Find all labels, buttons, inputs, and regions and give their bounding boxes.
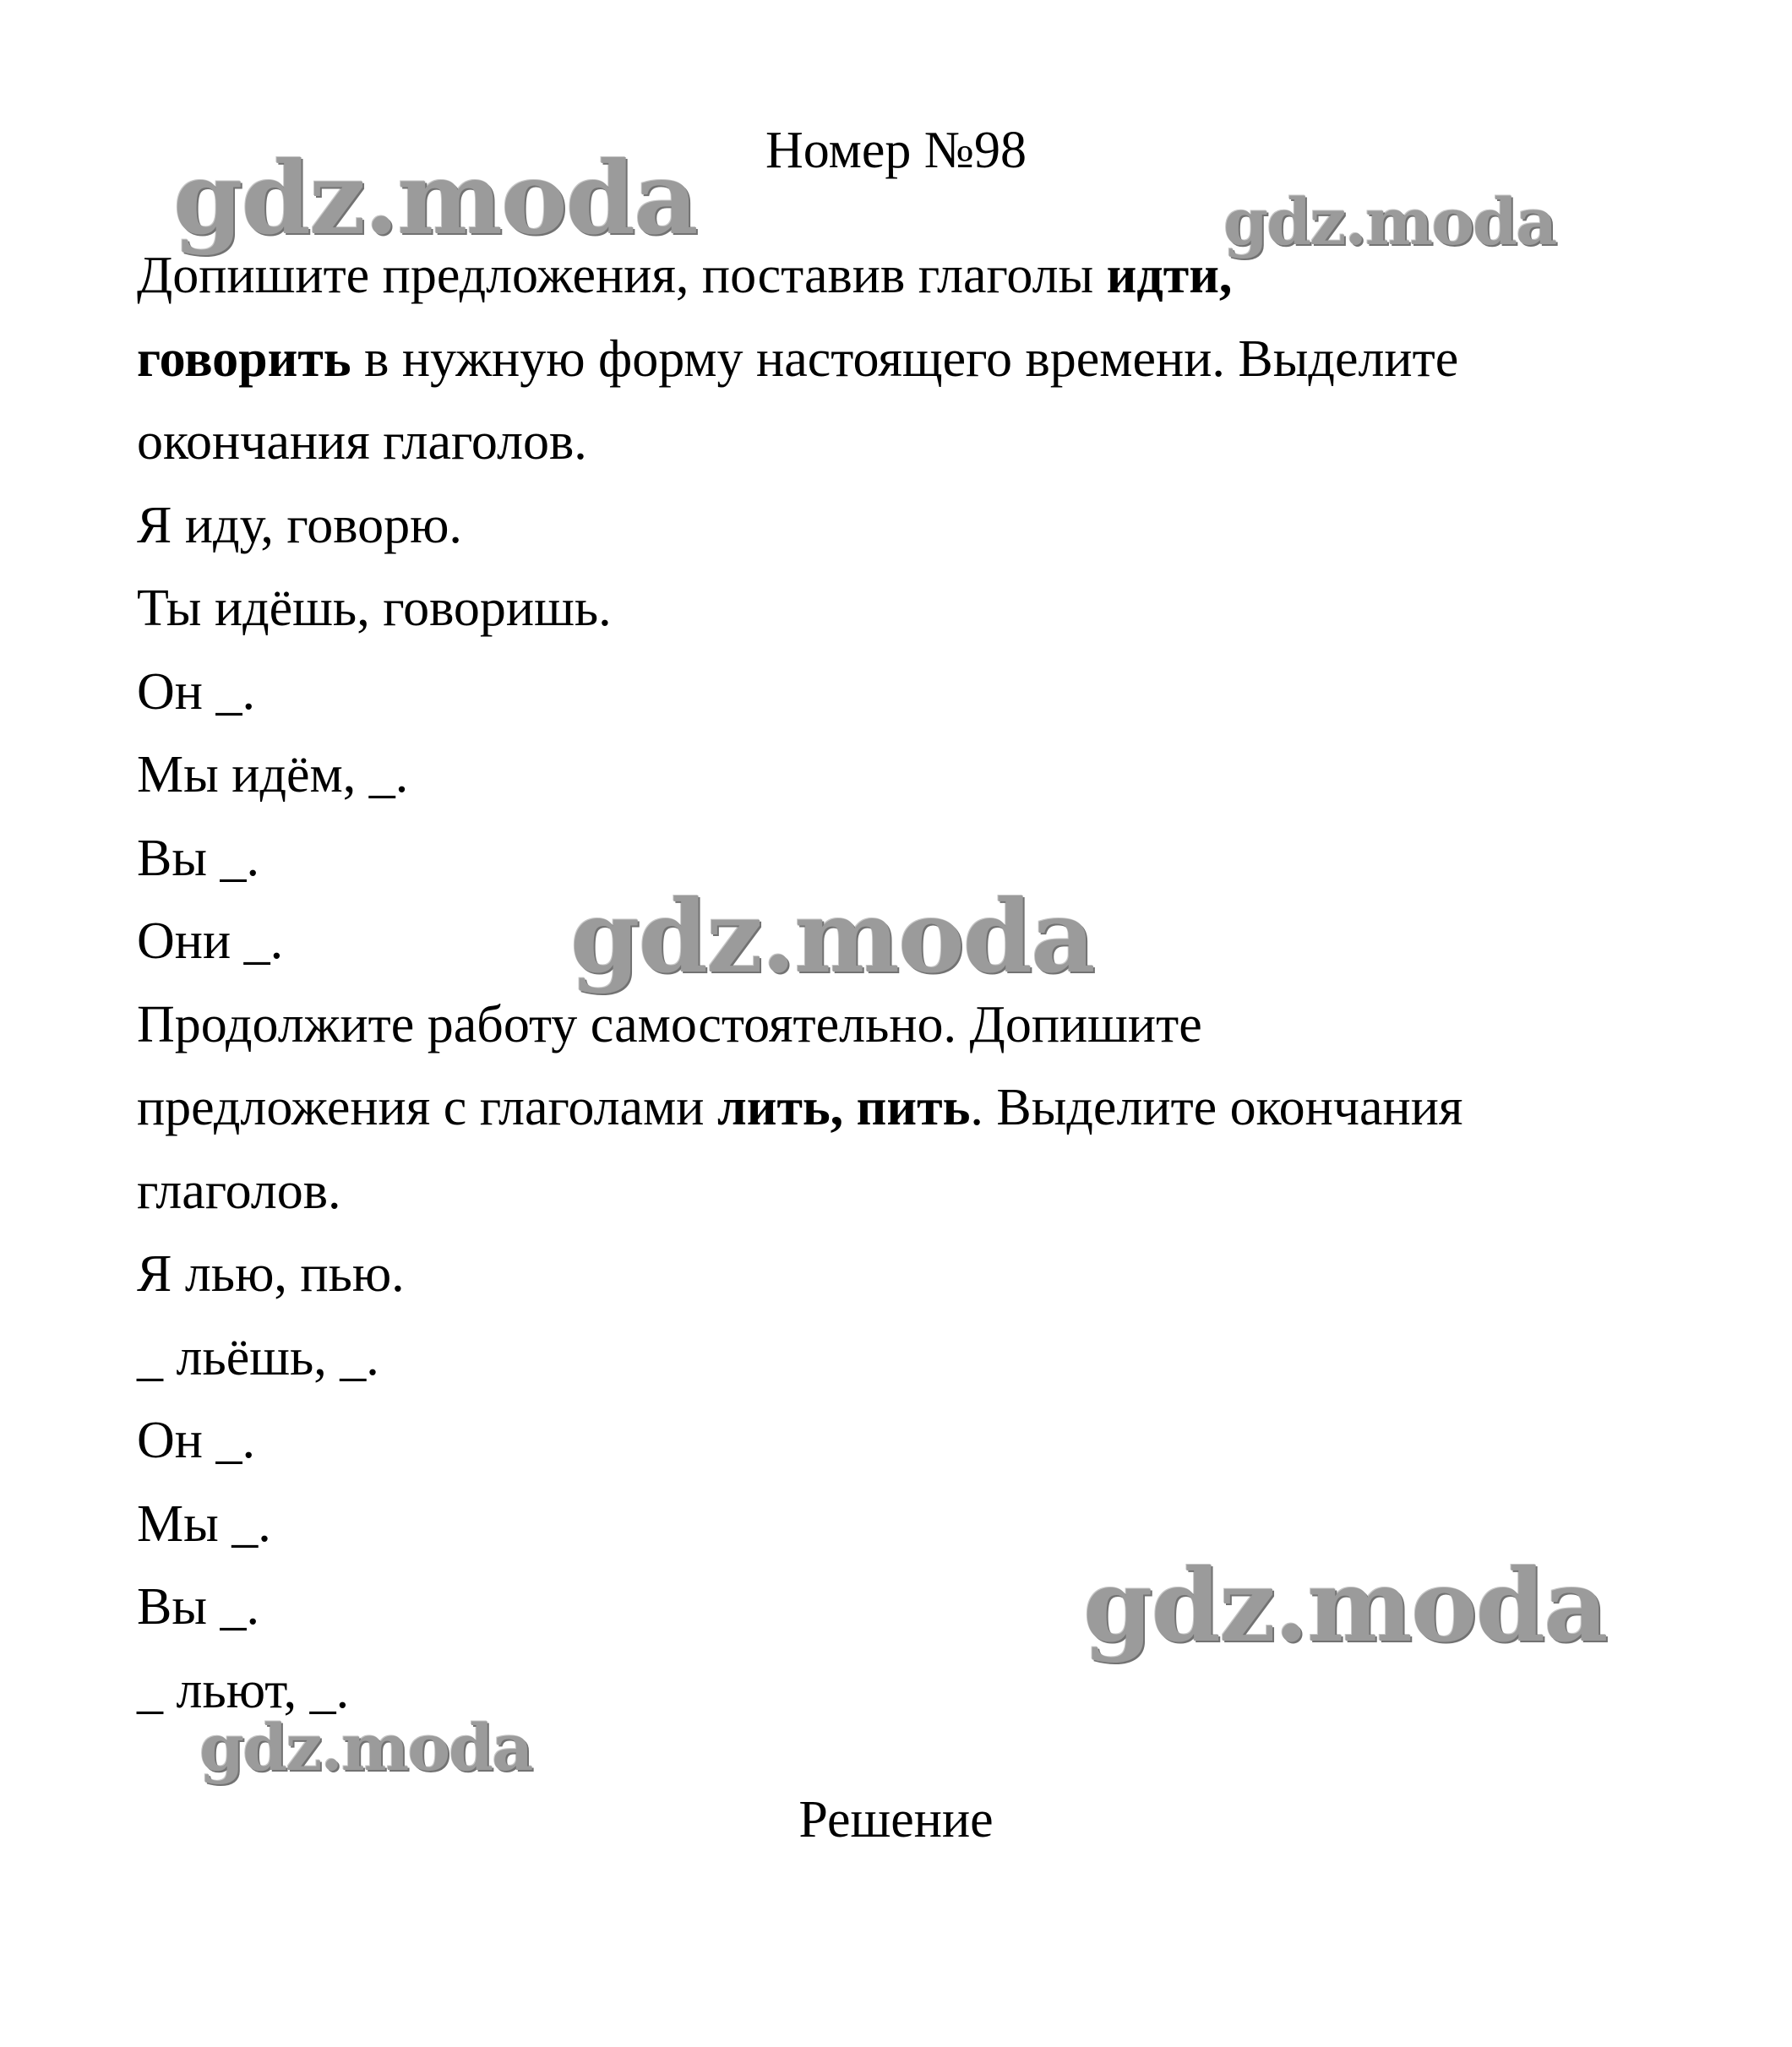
watermark: gdz.moda — [199, 1710, 532, 1785]
sentence: Ты идёшь, говоришь. — [137, 580, 612, 637]
task1-line-2 — [137, 325, 1458, 393]
task1-line-1-bold: идти, — [1106, 247, 1233, 304]
watermark: gdz.moda — [173, 139, 697, 257]
task2-line-2-tail: . Выделите окончания — [970, 1079, 1463, 1136]
sentence: _ льёшь, _. — [137, 1329, 379, 1386]
watermark: gdz.moda — [1223, 184, 1556, 259]
sentence: Мы _. — [137, 1495, 271, 1553]
sentence: Я иду, говорю. — [137, 497, 462, 554]
watermark: gdz.moda — [570, 878, 1094, 995]
task2-line-2 — [137, 1074, 1462, 1141]
task2-line-2-text: предложения с глаголами — [137, 1079, 717, 1136]
task1-line-1-text: Допишите предложения, поставив глаголы — [137, 247, 1107, 304]
sentence: Вы _. — [137, 1578, 260, 1636]
sentence: Мы идём, _. — [137, 746, 409, 803]
task1-line-2-text: в нужную форму настоящего времени. Выделите — [351, 330, 1459, 388]
task2-line-2-bold: лить, пить — [716, 1079, 971, 1136]
task1-line-1 — [137, 242, 1232, 309]
page-title: Номер №98 — [765, 122, 1027, 179]
sentence: Он _. — [137, 663, 255, 721]
sentence: Я лью, пью. — [137, 1245, 405, 1303]
task2-line-3: глаголов. — [137, 1162, 341, 1220]
task1-line-2-bold: говорить — [137, 330, 351, 388]
sentence: _ льют, _. — [137, 1662, 350, 1719]
task2-line-1: Продолжите работу самостоятельно. Допишите — [137, 996, 1202, 1053]
sentence: Они _. — [137, 912, 284, 970]
watermark: gdz.moda — [1083, 1547, 1607, 1664]
sentence: Он _. — [137, 1412, 255, 1469]
sentence: Вы _. — [137, 830, 260, 887]
task1-line-3: окончания глаголов. — [137, 413, 587, 471]
solution-heading: Решение — [798, 1791, 994, 1848]
